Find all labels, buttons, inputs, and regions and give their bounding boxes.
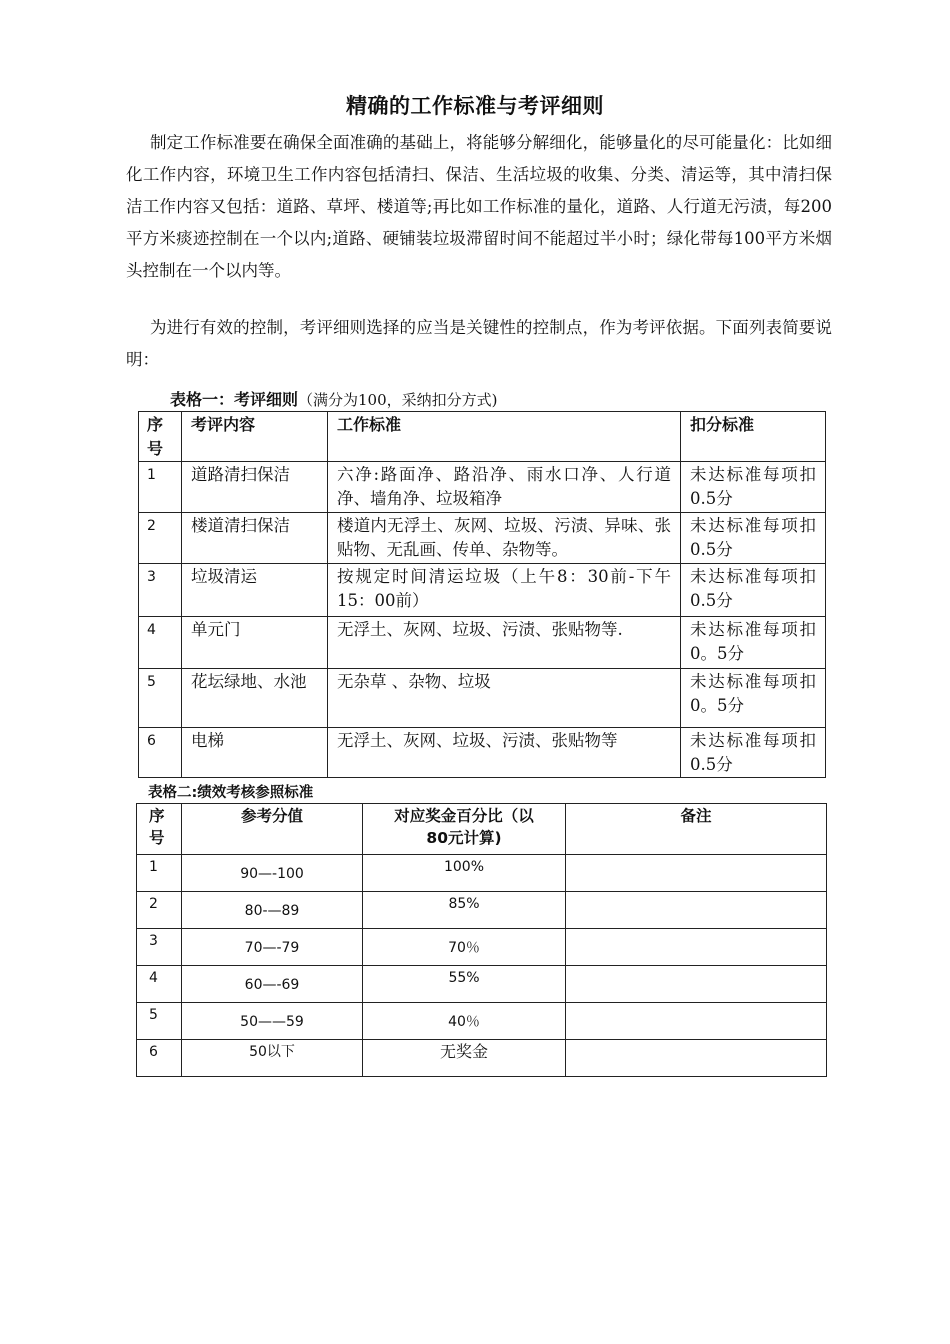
work-standard: 楼道内无浮土、灰网、垃圾、污渍、异味、张贴物、无乱画、传单、杂物等。 bbox=[328, 513, 681, 564]
table-header-row bbox=[137, 804, 827, 855]
table-header-row bbox=[139, 412, 826, 462]
header-cell: 参考分值 bbox=[182, 804, 363, 855]
evaluation-item: 垃圾清运 bbox=[182, 564, 328, 617]
table-row bbox=[137, 1003, 827, 1040]
row-number: 1 bbox=[137, 855, 182, 892]
row-number: 3 bbox=[139, 564, 182, 617]
remark bbox=[566, 1003, 827, 1040]
bonus-percent: 100% bbox=[363, 855, 566, 892]
row-number: 6 bbox=[139, 728, 182, 778]
deduction-rule: 未达标准每项扣0。5分 bbox=[681, 617, 826, 669]
row-number: 4 bbox=[139, 617, 182, 669]
bonus-percent: 40％ bbox=[363, 1003, 566, 1040]
row-number: 1 bbox=[139, 462, 182, 513]
table-row bbox=[137, 966, 827, 1003]
table-row bbox=[139, 513, 826, 564]
score-range: 90—-100 bbox=[182, 855, 363, 892]
table2-caption: 表格二:绩效考核参照标准 bbox=[148, 785, 314, 801]
table-row bbox=[137, 929, 827, 966]
header-cell: 扣分标准 bbox=[681, 412, 826, 462]
deduction-rule: 未达标准每项扣0.5分 bbox=[681, 462, 826, 513]
remark bbox=[566, 892, 827, 929]
score-range: 70—-79 bbox=[182, 929, 363, 966]
bonus-percent: 无奖金 bbox=[363, 1040, 566, 1077]
bonus-percent: 70％ bbox=[363, 929, 566, 966]
work-standard: 按规定时间清运垃圾（上午8：30前-下午15：00前） bbox=[328, 564, 681, 617]
evaluation-item: 楼道清扫保洁 bbox=[182, 513, 328, 564]
table1-caption bbox=[170, 387, 498, 410]
work-standard: 无浮土、灰网、垃圾、污渍、张贴物等. bbox=[328, 617, 681, 669]
table-row bbox=[139, 669, 826, 728]
evaluation-item: 道路清扫保洁 bbox=[182, 462, 328, 513]
header-cell: 对应奖金百分比（以80元计算) bbox=[363, 804, 566, 855]
table1-caption-note: （满分为100，采纳扣分方式) bbox=[298, 391, 498, 409]
deduction-rule: 未达标准每项扣0.5分 bbox=[681, 728, 826, 778]
table-row bbox=[139, 462, 826, 513]
score-range: 50以下 bbox=[182, 1040, 363, 1077]
table-row bbox=[139, 728, 826, 778]
performance-reference-table bbox=[136, 803, 827, 1077]
header-cell: 工作标准 bbox=[328, 412, 681, 462]
remark bbox=[566, 855, 827, 892]
table-row bbox=[139, 617, 826, 669]
table-row bbox=[137, 1040, 827, 1077]
evaluation-item: 花坛绿地、水池 bbox=[182, 669, 328, 728]
table-row bbox=[137, 855, 827, 892]
score-range: 50——59 bbox=[182, 1003, 363, 1040]
row-number: 2 bbox=[139, 513, 182, 564]
remark bbox=[566, 966, 827, 1003]
table-row bbox=[137, 892, 827, 929]
remark bbox=[566, 1040, 827, 1077]
row-number: 5 bbox=[139, 669, 182, 728]
bonus-percent: 55% bbox=[363, 966, 566, 1003]
score-range: 60—-69 bbox=[182, 966, 363, 1003]
deduction-rule: 未达标准每项扣0。5分 bbox=[681, 669, 826, 728]
bonus-percent: 85% bbox=[363, 892, 566, 929]
work-standard: 无浮土、灰网、垃圾、污渍、张贴物等 bbox=[328, 728, 681, 778]
deduction-rule: 未达标准每项扣0.5分 bbox=[681, 513, 826, 564]
header-cell: 序号 bbox=[139, 412, 182, 462]
evaluation-rules-table bbox=[138, 411, 826, 778]
page-title: 精确的工作标准与考评细则 bbox=[346, 94, 604, 118]
header-cell: 序号 bbox=[137, 804, 182, 855]
evaluation-item: 电梯 bbox=[182, 728, 328, 778]
paragraph-2: 为进行有效的控制，考评细则选择的应当是关键性的控制点，作为考评依据。下面列表简要说明： bbox=[126, 318, 832, 369]
row-number: 5 bbox=[137, 1003, 182, 1040]
work-standard: 无杂草 、杂物、垃圾 bbox=[328, 669, 681, 728]
header-cell: 备注 bbox=[566, 804, 827, 855]
table-row bbox=[139, 564, 826, 617]
deduction-rule: 未达标准每项扣0.5分 bbox=[681, 564, 826, 617]
row-number: 4 bbox=[137, 966, 182, 1003]
row-number: 2 bbox=[137, 892, 182, 929]
remark bbox=[566, 929, 827, 966]
work-standard: 六净:路面净、路沿净、雨水口净、人行道净、墙角净、垃圾箱净 bbox=[328, 462, 681, 513]
score-range: 80-—89 bbox=[182, 892, 363, 929]
header-cell: 考评内容 bbox=[182, 412, 328, 462]
row-number: 3 bbox=[137, 929, 182, 966]
row-number: 6 bbox=[137, 1040, 182, 1077]
evaluation-item: 单元门 bbox=[182, 617, 328, 669]
table1-caption-bold: 表格一：考评细则 bbox=[170, 390, 299, 409]
paragraph-1: 制定工作标准要在确保全面准确的基础上，将能够分解细化，能够量化的尽可能量化：比如细化工作内容，环境卫生工作内容包括清扫、保洁、生活垃圾的收集、分类、清运等，其中清扫保洁工作内容又包括：道路、草坪、楼道等;再比如工作标准的量化，道路、人行道无污渍，每200平方米痰迹控制在一个以内;道路、硬铺装垃圾滞留时间不能超过半小时；绿化带每100平方米烟头控制在一个以内等。 bbox=[126, 133, 832, 280]
